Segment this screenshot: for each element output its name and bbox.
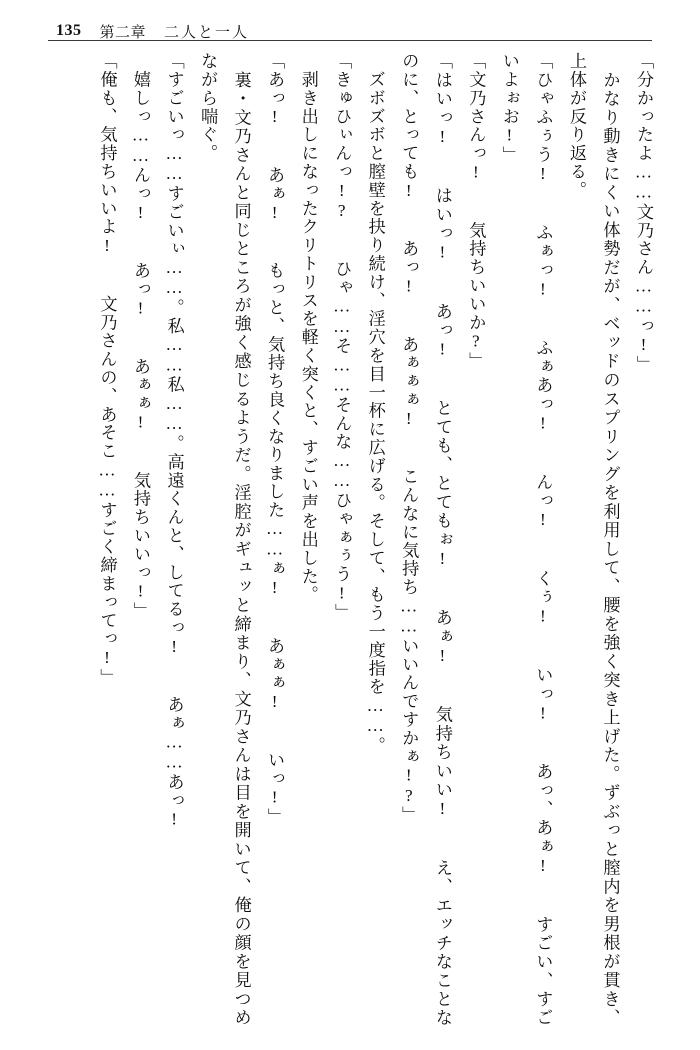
body-text xyxy=(40,52,660,1027)
paragraph: 「分かったよ……文乃さん……っ!」 xyxy=(634,52,653,374)
paragraph: 剥き出しになったクリトリスを軽く突くと、すごい声を出した。 xyxy=(298,52,318,604)
paragraph: 「ひゃふぅう! ふぁっ! ふぁあっ! んっ! くぅ! いっ! あっ、あぁ! すごい、すごいよぉお!」 xyxy=(499,52,553,1027)
header-divider xyxy=(48,40,652,41)
paragraph: 嬉しっ……んっ! あっ! あぁぁ! 気持ちいいっ!」 xyxy=(131,52,151,621)
page-header xyxy=(0,14,700,48)
chapter-number: 第二章 xyxy=(99,24,147,41)
paragraph: 「すごいっ……すごいぃ……。私……私……。高遠くんと、してるっ! あぁ……あっ! xyxy=(164,52,184,830)
paragraph: 「文乃さんっ! 気持ちいいか?」 xyxy=(466,52,486,371)
paragraph: かなり動きにくい体勢だが、ベッドのスプリングを利用して、腰を強く突き上げた。ずぶっと膣内を男根が貫き、上体が反り返る。 xyxy=(566,52,620,1027)
page-number: 135 xyxy=(56,22,82,39)
paragraph: ズボズボと膣壁を抉り続け、淫穴を目一杯に広げる。そして、もう一度指を……。 xyxy=(365,52,385,755)
paragraph: 「俺も、気持ちいいよ! 文乃さんの、あそこ……すごく締まってっ!」 xyxy=(97,52,117,687)
paragraph: 「あっ! あぁ! もっと、気持ち良くなりました……ぁ! あぁぁ! いっ!」 xyxy=(265,52,285,827)
paragraph: 「きゅひぃんっ!? ひゃ……そ……そんな……ひゃぁぅう!」 xyxy=(332,52,352,622)
chapter-title: 二人と一人 xyxy=(164,24,250,41)
paragraph: 裏・文乃さんと同じところが強く感じるようだ。淫腔がギュッと締まり、文乃さんは目を開いて、俺の顔を見つめながら喘ぐ。 xyxy=(198,52,251,1027)
paragraph: 「はいっ! はいっ! あっ! とても、とてもぉ! あぁ! 気持ちいい! え、エッチなことなのに、とっても! あっ! あぁぁぁ! こんなに気持ち……いいんですかぁ!?」 xyxy=(399,52,452,1027)
